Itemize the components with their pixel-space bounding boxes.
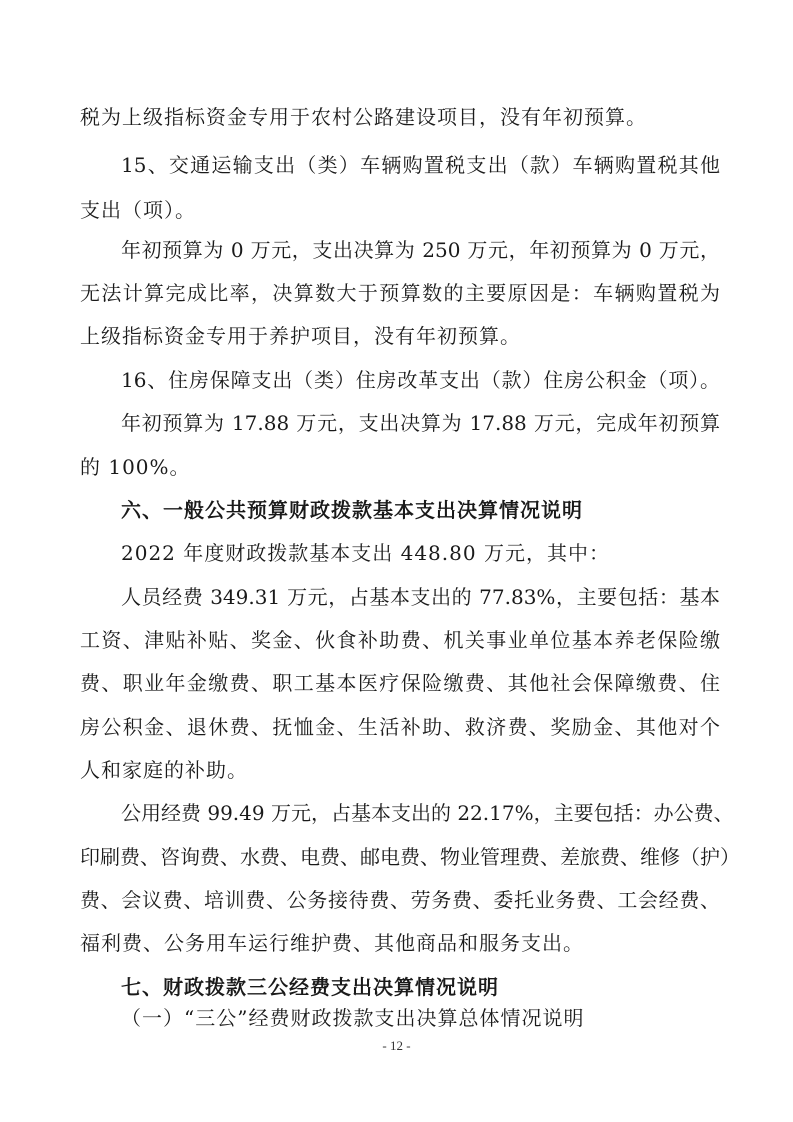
paragraph-line: 房公积金、退休费、抚恤金、生活补助、救济费、奖励金、其他对个 <box>80 715 720 739</box>
paragraph-line: 人员经费 349.31 万元，占基本支出的 77.83%，主要包括：基本 <box>121 585 720 609</box>
paragraph-line: 年初预算为 0 万元，支出决算为 250 万元，年初预算为 0 万元， <box>121 238 720 262</box>
section-item-15: 15、交通运输支出（类）车辆购置税支出（款）车辆购置税其他 <box>121 153 720 177</box>
paragraph-line: 年初预算为 17.88 万元，支出决算为 17.88 万元，完成年初预算 <box>121 411 720 435</box>
paragraph-line: 工资、津贴补贴、奖金、伙食补助费、机关事业单位基本养老保险缴 <box>80 628 720 652</box>
paragraph-line: 支出（项）。 <box>80 198 196 222</box>
page-number: - 12 - <box>382 1038 411 1053</box>
paragraph-line: 上级指标资金专用于养护项目，没有年初预算。 <box>80 324 521 348</box>
section-item-16: 16、住房保障支出（类）住房改革支出（款）住房公积金（项）。 <box>121 368 720 392</box>
subsection-heading: （一）“三公”经费财政拨款支出决算总体情况说明 <box>121 1006 585 1030</box>
paragraph-line: 税为上级指标资金专用于农村公路建设项目，没有年初预算。 <box>80 105 647 129</box>
paragraph-line: 公用经费 99.49 万元，占基本支出的 22.17%，主要包括：办公费、 <box>121 801 734 825</box>
section-heading-6: 六、一般公共预算财政拨款基本支出决算情况说明 <box>121 498 583 522</box>
paragraph-line: 费、职业年金缴费、职工基本医疗保险缴费、其他社会保障缴费、住 <box>80 671 720 695</box>
paragraph-line: 人和家庭的补助。 <box>80 758 248 782</box>
paragraph-line: 印刷费、咨询费、水费、电费、邮电费、物业管理费、差旅费、维修（护） <box>80 845 740 869</box>
paragraph-line: 的 100%。 <box>80 455 191 479</box>
paragraph-line: 福利费、公务用车运行维护费、其他商品和服务支出。 <box>80 931 584 955</box>
paragraph-line: 2022 年度财政拨款基本支出 448.80 万元，其中： <box>121 541 610 565</box>
paragraph-line: 无法计算完成比率，决算数大于预算数的主要原因是：车辆购置税为 <box>80 281 720 305</box>
section-heading-7: 七、财政拨款三公经费支出决算情况说明 <box>121 975 499 999</box>
paragraph-line: 费、会议费、培训费、公务接待费、劳务费、委托业务费、工会经费、 <box>80 888 720 912</box>
